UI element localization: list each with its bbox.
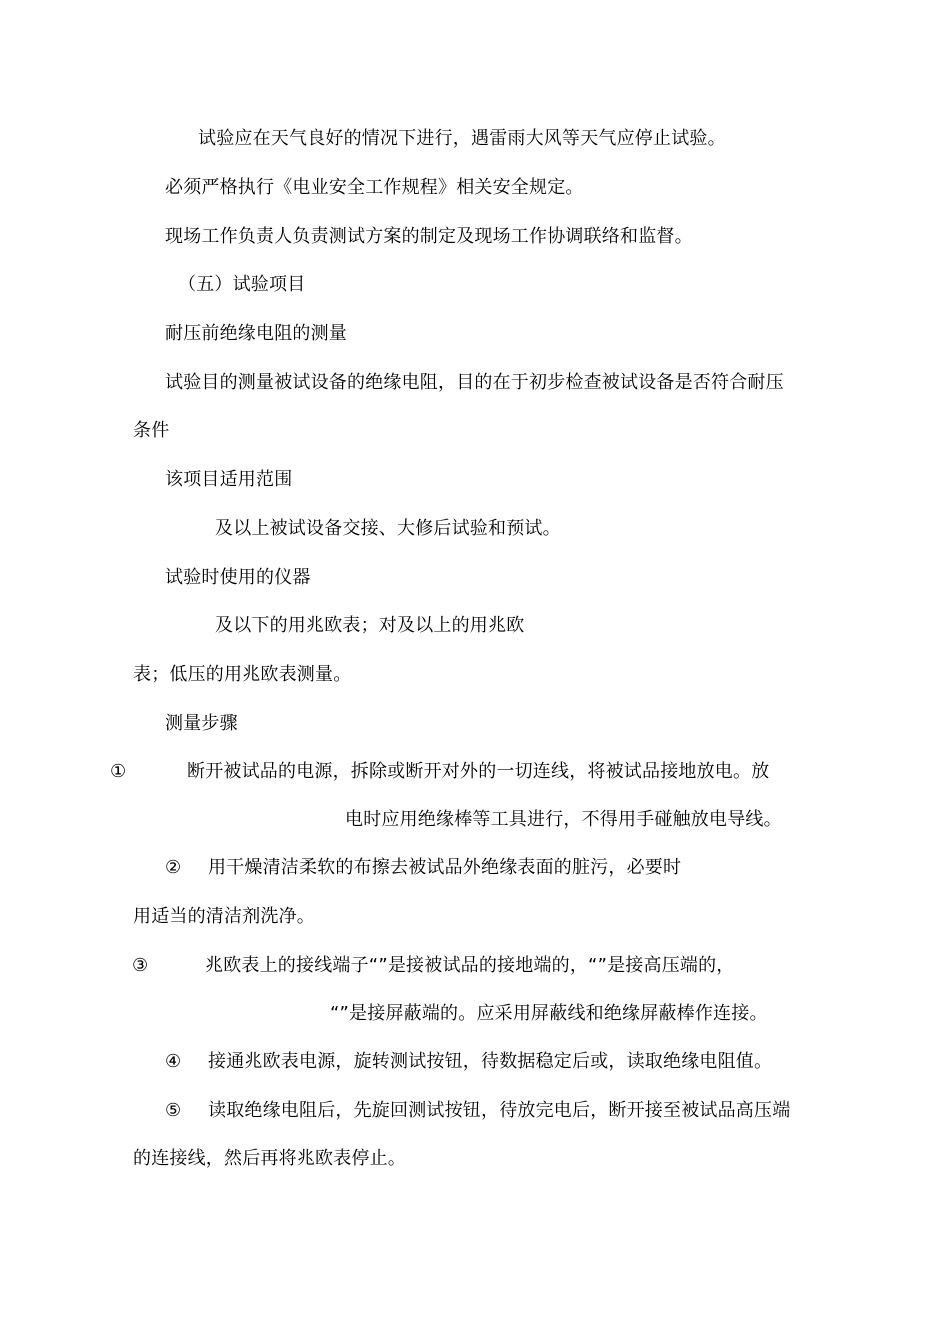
step-marker-1: ①: [110, 761, 127, 782]
step-3-text: 兆欧表上的接线端子“”是接被试品的接地端的，“”是接高压端的，: [205, 955, 735, 976]
subheading-procedure: 测量步骤: [165, 713, 238, 734]
paragraph-safety-rules: 必须严格执行《电业安全工作规程》相关安全规定。: [165, 177, 584, 198]
step-marker-3: ③: [132, 955, 149, 976]
step-2-text: 用干燥清洁柔软的布擦去被试品外绝缘表面的脏污，必要时: [208, 857, 682, 878]
paragraph-test-purpose-cont: 条件: [133, 420, 170, 441]
paragraph-weather-condition: 试验应在天气良好的情况下进行，遇雷雨大风等天气应停止试验。: [198, 128, 726, 149]
step-marker-4: ④: [165, 1051, 182, 1072]
step-5-text-cont: 的连接线，然后再将兆欧表停止。: [133, 1148, 406, 1169]
step-3-text-cont: “”是接屏蔽端的。应采用屏蔽线和绝缘屏蔽棒作连接。: [330, 1003, 768, 1024]
subheading-insulation-measurement: 耐压前绝缘电阻的测量: [165, 323, 347, 344]
step-5-text: 读取绝缘电阻后，先旋回测试按钮，待放完电后，断开接至被试品高压端: [208, 1100, 791, 1121]
step-marker-5: ⑤: [165, 1100, 182, 1121]
paragraph-instruments: 及以下的用兆欧表；对及以上的用兆欧: [215, 615, 525, 636]
step-1-text: 断开被试品的电源，拆除或断开对外的一切连线，将被试品接地放电。放: [187, 761, 770, 782]
paragraph-site-supervisor: 现场工作负责人负责测试方案的制定及现场工作协调联络和监督。: [165, 226, 693, 247]
subheading-scope: 该项目适用范围: [165, 469, 293, 490]
section-heading-test-items: （五）试验项目: [178, 274, 306, 295]
subheading-instruments: 试验时使用的仪器: [165, 567, 311, 588]
paragraph-test-purpose: 试验目的测量被试设备的绝缘电阻，目的在于初步检查被试设备是否符合耐压: [165, 372, 784, 393]
step-4-text: 接通兆欧表电源，旋转测试按钮，待数据稳定后或，读取绝缘电阻值。: [208, 1051, 773, 1072]
paragraph-scope: 及以上被试设备交接、大修后试验和预试。: [215, 518, 561, 539]
step-marker-2: ②: [165, 857, 182, 878]
paragraph-instruments-cont: 表；低压的用兆欧表测量。: [133, 664, 352, 685]
step-1-text-cont: 电时应用绝缘棒等工具进行，不得用手碰触放电导线。: [345, 809, 782, 830]
step-2-text-cont: 用适当的清洁剂洗净。: [133, 906, 315, 927]
